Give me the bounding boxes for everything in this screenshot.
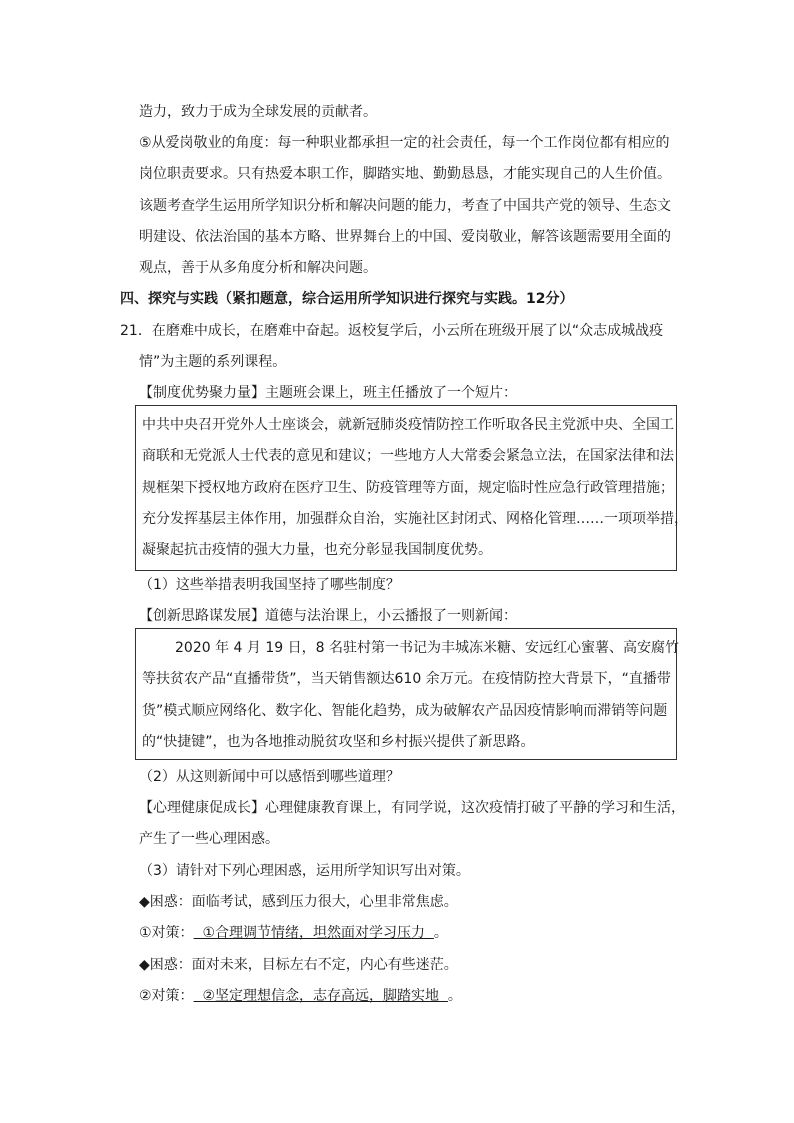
material-line: 充分发挥基层主体作用，加强群众自治，实施社区封闭式、网格化管理……一项项举措，	[142, 511, 688, 527]
material-box	[135, 405, 688, 571]
question-stem: 情”为主题的系列课程。	[139, 354, 287, 370]
strategy-end: 。	[447, 988, 462, 1004]
answer-line: 明建设、依法治国的基本方略、世界舞台上的中国、爱岗敬业，解答该题需要用全面的	[139, 229, 671, 245]
news-line: 等扶贫农产品“直播带货”，当天销售额达610 余万元。在疫情防控大背景下，“直播带	[142, 671, 671, 687]
part-intro: 产生了一些心理困惑。	[139, 831, 279, 847]
answer-line: 岗位职责要求。只有热爱本职工作，脚踏实地、勤勤恳恳，才能实现自己的人生价值。	[139, 166, 671, 182]
strategy-answer: ②坚定理想信念，志存高远，脚踏实地	[193, 988, 448, 1004]
part-intro: 【制度优势聚力量】主题班会课上，班主任播放了一个短片：	[139, 385, 517, 401]
strategy-line	[139, 923, 448, 943]
trouble-line: ◆困惑：面对未来，目标左右不定，内心有些迷茫。	[139, 957, 458, 973]
strategy-label: ②对策：	[139, 988, 194, 1004]
sub-question: （3）请针对下列心理困惑，运用所学知识写出对策。	[139, 863, 470, 879]
section-heading: 四、探究与实践（紧扣题意，综合运用所学知识进行探究与实践。12分）	[120, 291, 574, 307]
news-box	[135, 628, 677, 760]
material-line: 凝聚起抗击疫情的强大力量，也充分彰显我国制度优势。	[142, 542, 492, 558]
question-stem: 21．在磨难中成长，在磨难中奋起。返校复学后，小云所在班级开展了以“众志成城战疫	[120, 323, 664, 339]
strategy-answer: ①合理调节情绪，坦然面对学习压力	[193, 925, 434, 941]
news-line: 的“快捷键”，也为各地推动脱贫攻坚和乡村振兴提供了新思路。	[142, 734, 535, 750]
trouble-line: ◆困惑：面临考试，感到压力很大，心里非常焦虑。	[139, 894, 458, 910]
sub-question: （1）这些举措表明我国坚持了哪些制度？	[139, 577, 400, 593]
material-line: 规框架下授权地方政府在医疗卫生、防疫管理等方面，规定临时性应急行政管理措施；	[142, 480, 674, 496]
answer-line: 造力，致力于成为全球发展的贡献者。	[139, 104, 377, 120]
strategy-label: ①对策：	[139, 925, 194, 941]
part-intro: 【创新思路谋发展】道德与法治课上，小云播报了一则新闻：	[139, 608, 517, 624]
strategy-line	[139, 986, 462, 1006]
news-line: 2020 年 4 月 19 日，8 名驻村第一书记为丰城冻米糖、安远红心蜜薯、高安腐竹	[175, 640, 679, 656]
strategy-end: 。	[433, 925, 448, 941]
part-intro: 【心理健康促成长】心理健康教育课上，有同学说，这次疫情打破了平静的学习和生活，	[139, 800, 685, 816]
news-line: 货”模式顺应网络化、数字化、智能化趋势，成为破解农产品因疫情影响而滞销等问题	[142, 703, 668, 719]
answer-line: ⑤从爱岗敬业的角度：每一种职业都承担一定的社会责任，每一个工作岗位都有相应的	[139, 135, 670, 151]
answer-line: 观点，善于从多角度分析和解决问题。	[139, 260, 377, 276]
material-line: 中共中央召开党外人士座谈会，就新冠肺炎疫情防控工作听取各民主党派中央、全国工	[142, 417, 674, 433]
answer-line: 该题考查学生运用所学知识分析和解决问题的能力，考查了中国共产党的领导、生态文	[139, 198, 671, 214]
material-line: 商联和无党派人士代表的意见和建议；一些地方人大常委会紧急立法，在国家法律和法	[142, 448, 674, 464]
sub-question: （2）从这则新闻中可以感悟到哪些道理？	[139, 769, 400, 785]
